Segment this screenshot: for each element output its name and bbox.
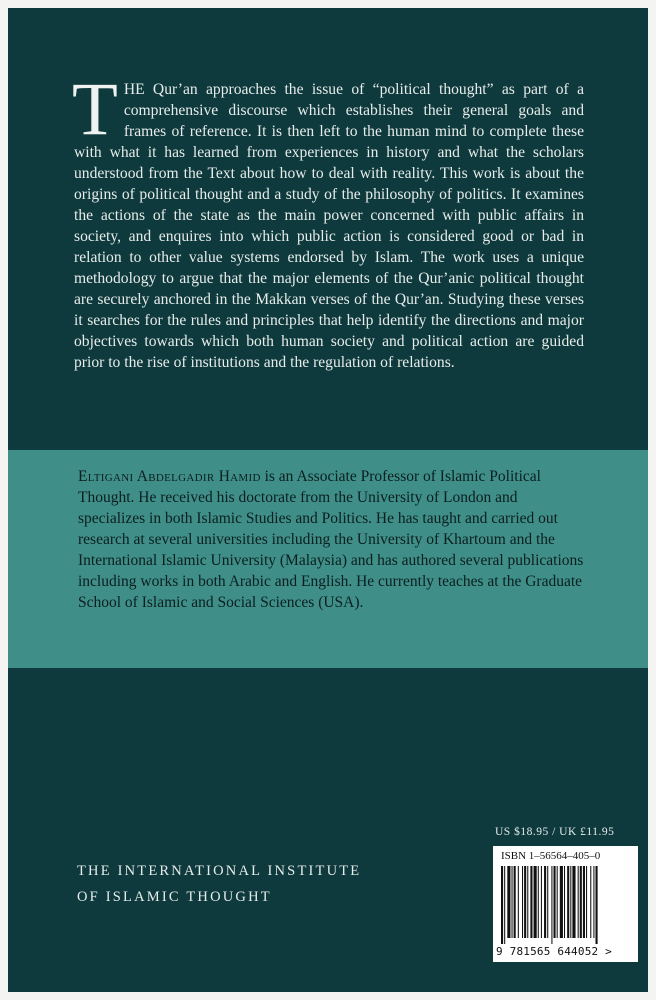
- barcode-bar: [583, 866, 585, 938]
- barcode-bar: [570, 866, 571, 938]
- barcode-bar: [507, 866, 510, 938]
- barcode-bar: [578, 866, 579, 938]
- publisher-line-2: OF ISLAMIC THOUGHT: [77, 889, 272, 905]
- barcode-bar: [557, 866, 558, 938]
- barcode-bar: [572, 866, 575, 938]
- barcode-bar: [524, 866, 526, 938]
- barcode-bar: [580, 866, 582, 938]
- barcode-bar: [554, 866, 556, 938]
- author-name: Eltigani Abdelgadir Hamid: [78, 468, 261, 485]
- book-description: [72, 68, 584, 373]
- author-bio: [78, 466, 588, 613]
- barcode-digits: 9 781565 644052 >: [496, 945, 612, 958]
- barcode-bar: [534, 866, 537, 938]
- barcode-bar: [586, 866, 587, 938]
- barcode-bar: [590, 866, 591, 938]
- barcode-bar: [512, 866, 513, 938]
- barcode-bar: [551, 866, 552, 944]
- barcode-bar: [567, 866, 569, 938]
- barcode-bar: [593, 866, 594, 938]
- barcode-bar: [596, 866, 598, 944]
- publisher-name: [77, 858, 361, 910]
- barcode-bar: [538, 866, 539, 938]
- isbn-label: ISBN 1–56564–405–0: [501, 850, 601, 862]
- description-text: HE Qur’an approaches the issue of “political thought” as part of a comprehensive discourse which establishes their general goals and frames of reference. It is then left to the human mind to complete these with what it has learned from experiences in history and what the scholars understood from the Text about how to deal with reality. This work is about the origins of political thought and a study of the philosophy of politics. It examines the actions of the state as the main power concerned with public affairs in society, and enquires into which public action is considered good or bad in relation to other value systems endorsed by Islam. The work uses a unique methodology to argue that the major elements of the Qur’anic political thought are securely anchored in the Makkan verses of the Qur’an. Studying these verses it searches for the rules and principles that help identify the directions and major objectives towards which both human society and political action are guided prior to the rise of institutions and the regulation of relations.: [74, 81, 584, 371]
- barcode-bar: [541, 866, 542, 938]
- barcode-bar: [530, 866, 532, 938]
- barcode-bar: [544, 866, 546, 938]
- barcode-box: [493, 846, 638, 962]
- barcode-bar: [527, 866, 528, 938]
- barcode-bar: [501, 866, 503, 944]
- barcode-bar: [514, 866, 516, 938]
- barcode-bar: [564, 866, 565, 938]
- drop-cap: T: [72, 68, 118, 151]
- author-bio-text: is an Associate Professor of Islamic Political Thought. He received his doctorate from the University of London and specializes in both Islamic Studies and Politics. He has taught and carried out research at several universities including the University of Khartoum and the International Islamic University (Malaysia) and has authored several publications including works in both Arabic and English. He currently teaches at the Graduate School of Islamic and Social Sciences (USA).: [78, 468, 584, 611]
- author-bio-band: [8, 450, 648, 668]
- barcode-bar: [518, 866, 519, 938]
- barcode-bar: [522, 866, 523, 938]
- book-back-cover: [8, 8, 648, 992]
- publisher-line-1: THE INTERNATIONAL INSTITUTE: [77, 863, 362, 879]
- price-label: US $18.95 / UK £11.95: [495, 826, 615, 838]
- barcode-bar: [560, 866, 563, 938]
- barcode-bar: [547, 866, 548, 938]
- barcode-bar: [504, 866, 505, 944]
- barcode-icon: [501, 866, 629, 944]
